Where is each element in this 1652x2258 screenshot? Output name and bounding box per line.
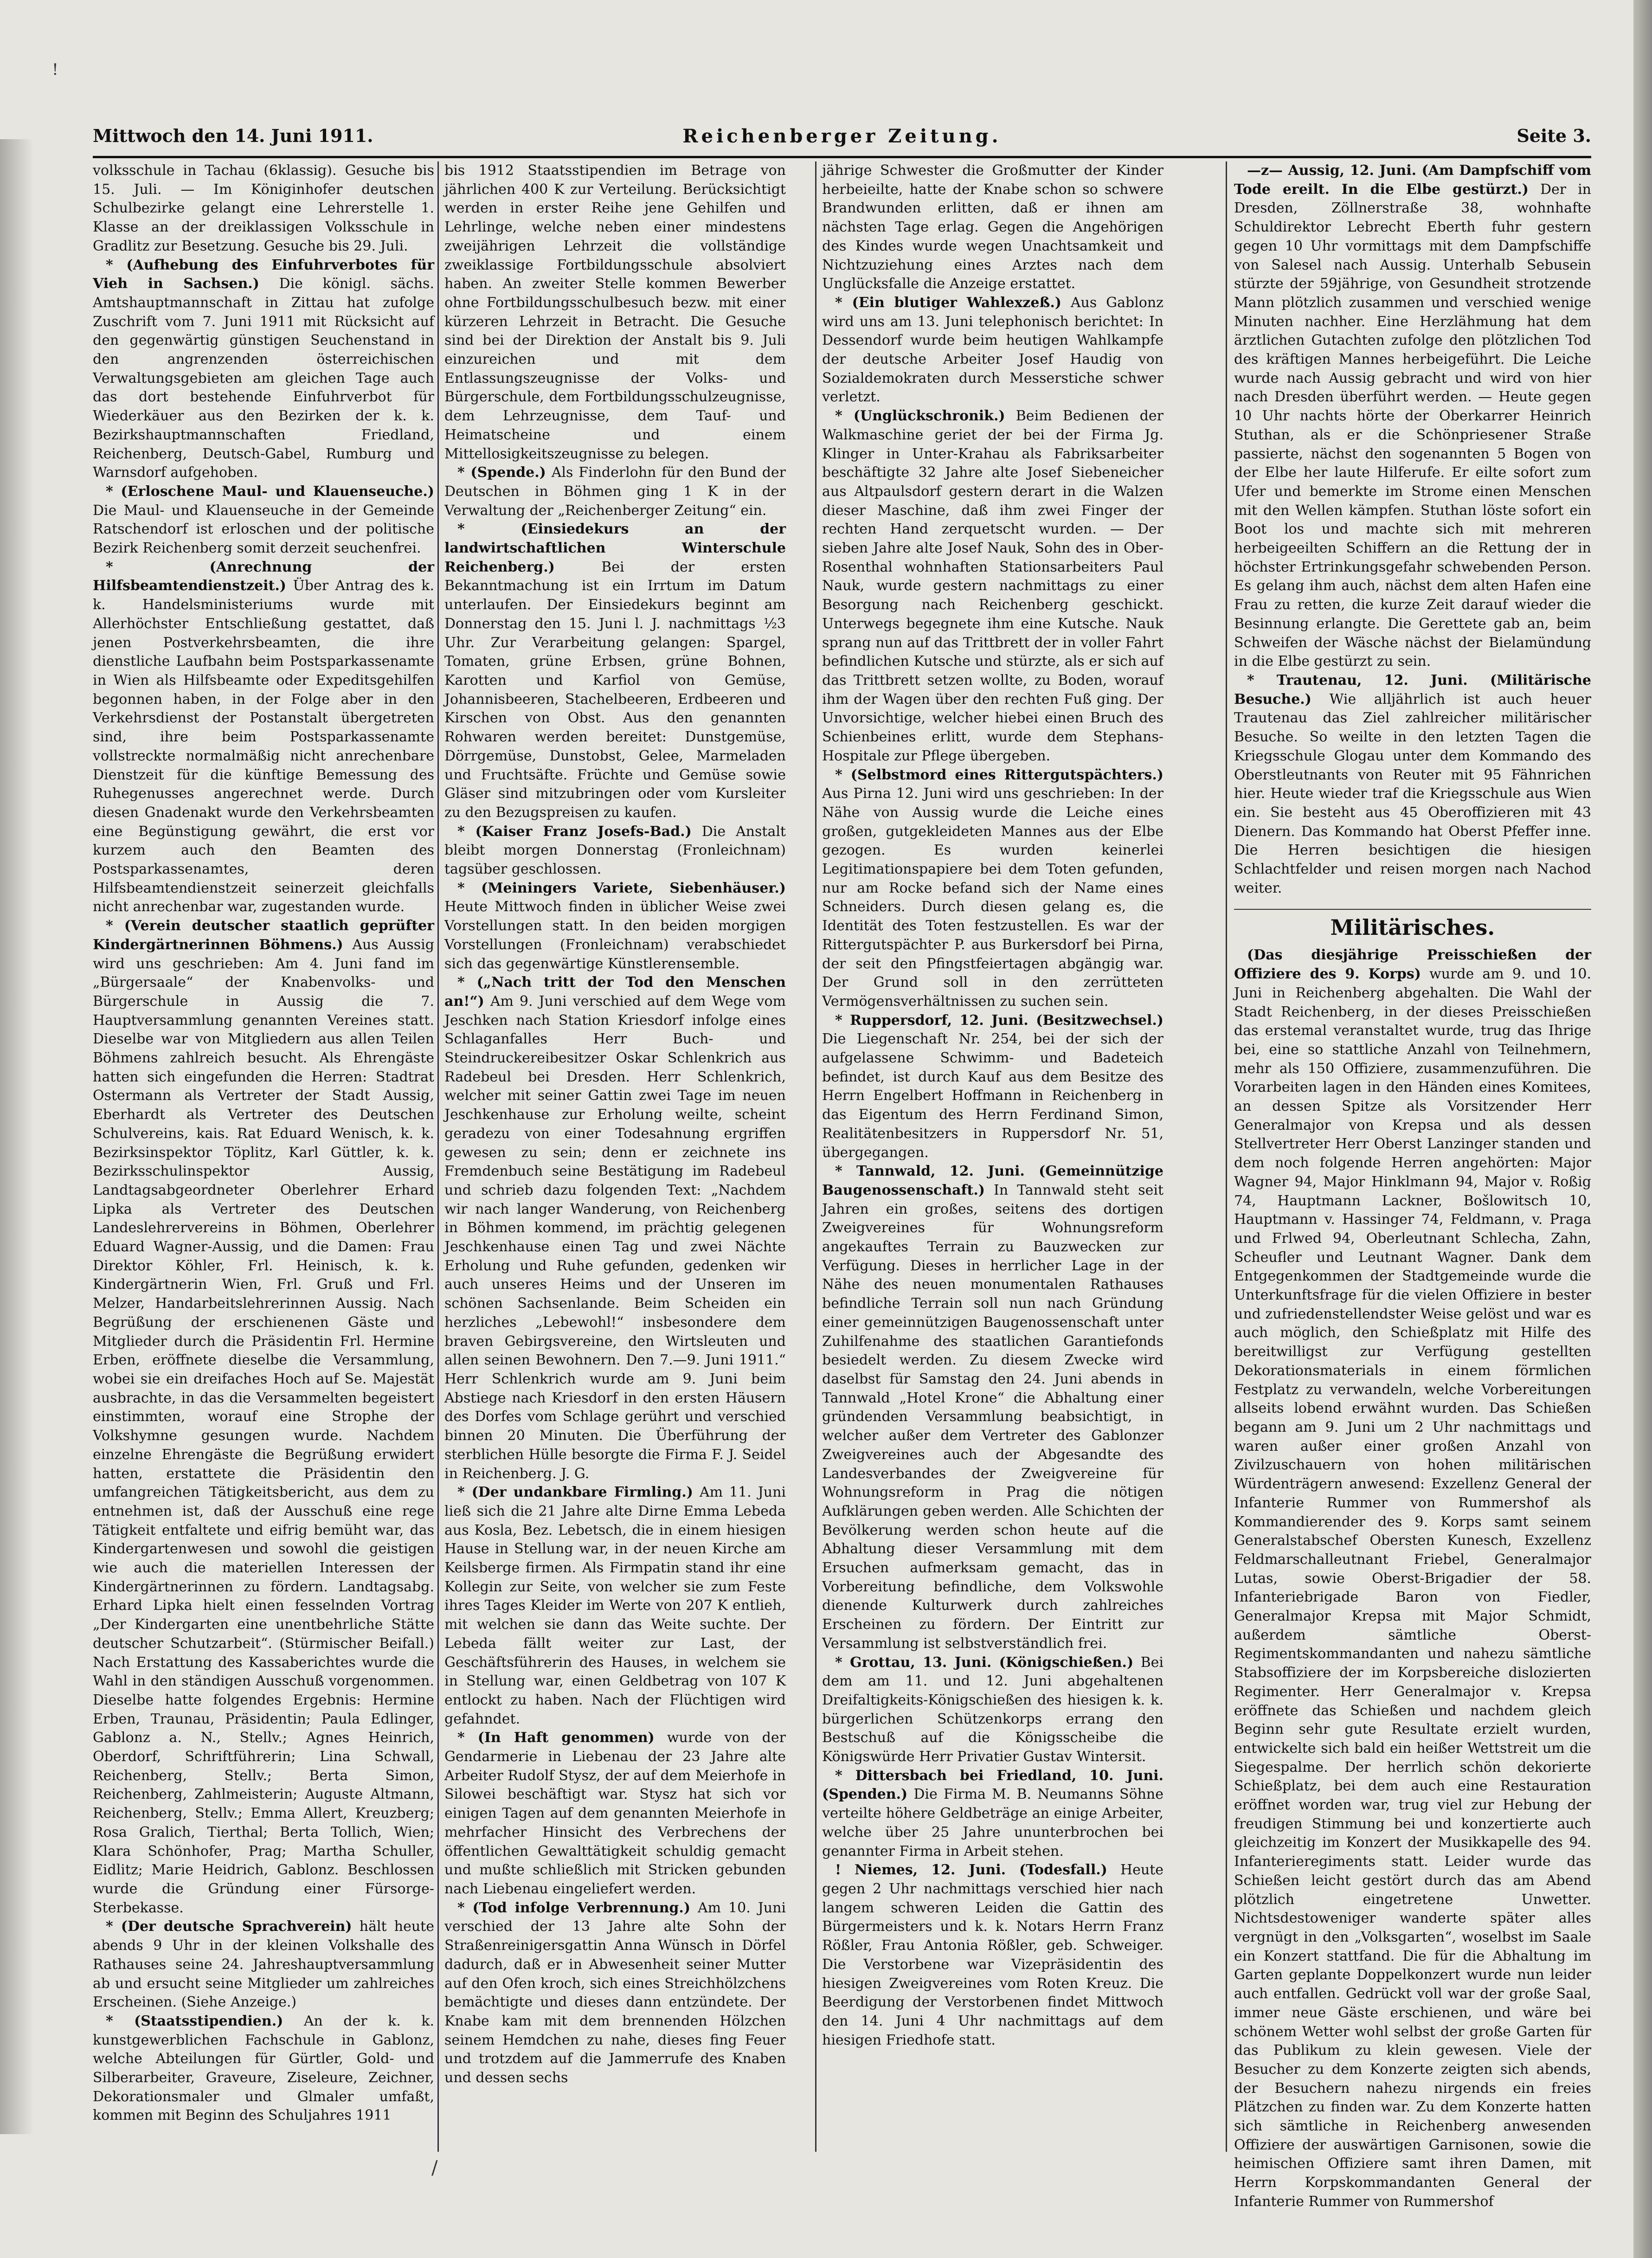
article-paragraph — [93, 917, 434, 1917]
article-heading: * („Nach tritt der Tod den Menschen an!“) — [444, 974, 786, 1010]
article-paragraph — [93, 161, 434, 256]
article-text: Die Firma M. B. Neumanns Söhne verteilte höhere Geldbeträge an einige Arbeiter, welche über 25 Jahre ununterbrochen bei genannter Firma in Arbeit stehen. — [822, 1786, 1163, 1859]
article-text: jährige Schwester die Großmutter der Kinder herbeieilte, hatte der Knabe schon so schwere Brandwunden erlitten, daß er ihnen am nächsten Tage erlag. Gegen die Angehörigen des Kindes wurde wegen Unachtsamkeit und Nichtzuziehung eines Arztes nach dem Unglücksfalle die Anzeige erstattet. — [822, 162, 1163, 292]
article-heading: * (Kaiser Franz Josefs-Bad.) — [457, 823, 692, 840]
article-heading: * (In Haft genommen) — [457, 1730, 655, 1746]
column-1 — [93, 161, 434, 2152]
article-text: Als Finderlohn für den Bund der Deutschen in Böhmen ging 1 K in der Verwaltung der „Reichenberger Zeitung“ ein. — [444, 464, 786, 519]
article-heading: (Das diesjährige Preisschießen der Offiziere des 9. Korps) — [1234, 947, 1591, 983]
article-text: Aus Aussig wird uns geschrieben: Am 4. Juni fand im „Bürgersaale“ der Knabenvolks- und Bürgerschule in Aussig die 7. Hauptversammlung genannten Vereines statt. Dieselbe war von Mitgliedern aus allen Teilen Böhmens zahlreich besucht. Als Ehrengäste hatten sich eingefunden die Herren: Stadtrat Ostermann als Vertreter der Stadt Aussig, Eberhardt als Vertreter des Deutschen Schulvereins, kais. Rat Eduard Wenisch, k. k. Bezirksinspektor Töplitz, Karl Güttler, k. k. Bezirksschulinspektor Aussig, Landtagsabgeordneter Oberlehrer Erhard Lipka als Vertreter des Deutschen Landeslehrervereins in Böhmen, Oberlehrer Eduard Wagner-Aussig, und die Damen: Frau Direktor Köhler, Frl. Heinisch, k. k. Kindergärtnerin Wien, Frl. Gruß und Frl. Melzer, Handarbeitslehrerinnen Aussig. Nach Begrüßung der erschienenen Gäste und Mitglieder durch die Präsidentin Frl. Hermine Erben, eröffnete dieselbe die Versammlung, wobei sie ein dreifaches Hoch auf Se. Majestät ausbrachte, in das die Versammelten begeistert einstimmten, worauf eine Strophe der Volkshymne gesungen wurde. Nachdem einzelne Ehrengäste die Begrüßung erwidert hatten, erstattete die Präsidentin den umfangreichen Tätigkeitsbericht, aus dem zu entnehmen ist, daß der Ausschuß eine rege Tätigkeit entfaltete und eifrig bemüht war, das Kindergartenwesen und sowohl die geistigen wie auch die materiellen Interessen der Kindergärtnerinnen zu fördern. Landtagsabg. Erhard Lipka hielt einen fesselnden Vortrag „Der Kindergarten eine unentbehrliche Stätte deutscher Schutzarbeit“. (Stürmischer Beifall.) Nach Erstattung des Kassaberichtes wurde die Wahl in den ständigen Ausschuß vorgenommen. Dieselbe hatte folgendes Ergebnis: Hermine Erben, Traunau, Präsidentin; Paula Edlinger, Gablonz a. N., Stellv.; Agnes Heinrich, Oberdorf, Schriftführerin; Lina Schwall, Reichenberg, Stellv.; Berta Simon, Reichenberg, Zahlmeisterin; Auguste Altmann, Reichenberg, Stellv.; Emma Allert, Kreuzberg; Rosa Gralich, Tierthal; Berta Tollich, Wien; Klara Schönhofer, Prag; Martha Schuller, Eidlitz; Marie Heidrich, Gablonz. Beschlossen wurde die Gründung einer Fürsorge-Sterbekasse. — [93, 936, 434, 1916]
article-heading: * (Einsiedekurs an der landwirtschaftlichen Winterschule Reichenberg.) — [444, 521, 786, 575]
page-header — [93, 125, 1591, 153]
article-heading: * (Der deutsche Sprachverein) — [106, 1918, 352, 1935]
article-heading: * (Ein blutiger Wahlexzeß.) — [835, 294, 1061, 311]
article-text: Die Anstalt bleibt morgen Donnerstag (Fronleichnam) tagsüber geschlossen. — [444, 823, 786, 878]
article-paragraph — [822, 1162, 1163, 1653]
article-heading: * (Tod infolge Verbrennung.) — [457, 1899, 691, 1916]
article-text: Heute gegen 2 Uhr nachmittags verschied hier nach langem schweren Leiden die Gattin des Bürgermeisters und k. k. Notars Herrn Franz Rößler, Frau Antonia Rößler, geb. Schweiger. Die Verstorbene war Vizepräsidentin des hiesigen Zweigvereines vom Roten Kreuz. Die Beerdigung der Verstorbenen findet Mittwoch den 14. Juni 4 Uhr nachmittags auf dem hiesigen Friedhofe statt. — [822, 1862, 1163, 2048]
column-2 — [444, 161, 786, 2152]
article-text: Bei der ersten Bekanntmachung ist ein Irrtum im Datum unterlaufen. Der Einsiedekurs beginnt am Donnerstag den 15. Juni l. J. nachmittags ½3 Uhr. Zur Verarbeitung gelangen: Spargel, Tomaten, grüne Erbsen, grüne Bohnen, Karotten und Karfiol von Gemüse, Johannisbeeren, Stachelbeeren, Erdbeeren und Kirschen von Obst. Aus den genannten Rohwaren werden bereitet: Dunstgemüse, Dörrgemüse, Dunstobst, Gelee, Marmeladen und Fruchtsäfte. Früchte und Gemüse sowie Gläser sind mitzubringen oder vom Kursleiter zu den Bezugspreisen zu kaufen. — [444, 559, 786, 821]
article-text: Die Maul- und Klauenseuche in der Gemeinde Ratschendorf ist erloschen und der politische Bezirk Reichenberg somit derzeit seuchenfrei. — [93, 502, 434, 557]
article-heading: * (Unglückschronik.) — [835, 408, 1005, 425]
page-edge — [1633, 0, 1652, 2258]
article-heading: * (Erloschene Maul- und Klauenseuche.) — [106, 483, 434, 500]
article-heading: * (Aufhebung des Einfuhrverbotes für Vieh in Sachsen.) — [93, 257, 434, 292]
article-paragraph — [444, 823, 786, 879]
column-rule — [815, 161, 816, 2152]
article-heading: —z— Aussig, 12. Juni. (Am Dampfschiff vom Tode ereilt. In die Elbe gestürzt.) — [1234, 162, 1591, 198]
article-paragraph — [822, 161, 1163, 294]
page-number: Seite 3. — [1517, 125, 1591, 146]
article-paragraph — [822, 1011, 1163, 1163]
article-paragraph — [822, 766, 1163, 1011]
article-text: hält heute abends 9 Uhr in der kleinen Volkshalle des Rathauses seine 24. Jahreshauptversammlung ab und ersucht seine Mitglieder um zahlreiches Erscheinen. (Siehe Anzeige.) — [93, 1918, 434, 2011]
margin-mark: ! — [52, 60, 58, 79]
header-rule — [93, 156, 1591, 158]
article-paragraph — [444, 973, 786, 1483]
article-text: Wie alljährlich ist auch heuer Trautenau das Ziel zahlreicher militärischer Besuche. So weilte in den letzten Tagen die Kriegsschule Glogau unter dem Kommando des Oberstleutnants von Reuter mit 95 Fähnrichen hier. Heute wieder traf die Kriegsschule aus Wien ein. Sie besteht aus 45 Oberoffizieren mit 43 Dienern. Das Kommando hat Oberst Pfeffer inne. Die Herren besichtigen die hiesigen Schlachtfelder und reisen morgen nach Nachod weiter. — [1234, 691, 1591, 896]
article-text: Die königl. sächs. Amtshauptmannschaft in Zittau hat zufolge Zuschrift vom 7. Juni 1911 mit Rücksicht auf den gegenwärtig günstigen Seuchenstand in den angrenzenden österreichischen Verwaltungsgebieten am gleichen Tage auch das dort bestehende Einfuhrverbot für Wiederkäuer aus den Bezirken der k. k. Bezirkshauptmannschaften Friedland, Reichenberg, Deutsch-Gabel, Rumburg und Warnsdorf aufgehoben. — [93, 276, 434, 481]
article-paragraph — [444, 520, 786, 822]
header-date: Mittwoch den 14. Juni 1911. — [93, 125, 373, 146]
article-text: bis 1912 Staatsstipendien im Betrage von jährlichen 400 K zur Verteilung. Berücksichtigt werden in erster Reihe jene Gehilfen und Lehrlinge, welche neben einer mindestens zweijährigen Lehrzeit die vollständige zweiklassige Fortbildungsschule absolviert haben. An zweiter Stelle kommen Bewerber ohne Fortbildungsschulbesuch bezw. mit einer kürzeren Lehrzeit in Betracht. Die Gesuche sind bei der Direktion der Anstalt bis 9. Juli einzureichen und mit dem Entlassungszeugnisse der Volks- und Bürgerschule, dem Fortbildungsschulzeugnisse, dem Lehrzeugnisse, dem Tauf- und Heimatscheine und einem Mittellosigkeitszeugnisse zu belegen. — [444, 162, 786, 462]
article-paragraph — [822, 294, 1163, 407]
bottom-mark: / — [431, 2157, 438, 2179]
article-heading: * (Der undankbare Firmling.) — [457, 1484, 693, 1501]
column-rule — [1226, 161, 1227, 2152]
section-rule — [1234, 909, 1591, 910]
article-heading: * Trautenau, 12. Juni. (Militärische Besuche.) — [1234, 672, 1591, 708]
article-heading: ! Niemes, 12. Juni. (Todesfall.) — [835, 1862, 1107, 1878]
article-heading: * Ruppersdorf, 12. Juni. (Besitzwechsel.) — [835, 1012, 1163, 1029]
article-heading: * (Staatsstipendien.) — [106, 2013, 283, 2029]
article-heading: * (Selbstmord eines Rittergutspächters.) — [835, 766, 1163, 783]
adjacent-page-bleed — [0, 139, 33, 2134]
article-text: Am 11. Juni ließ sich die 21 Jahre alte Dirne Emma Lebeda aus Kosla, Bez. Lebetsch, die in einem hiesigen Hause in Stellung war, in der neuen Kirche am Keilsberge firmen. Als Firmpatin stand ihr eine Kollegin zur Seite, von welcher sie zum Feste ihres Tages Kleider im Werte von 207 K entlieh, mit welchen sie dann das Weite suchte. Der Lebeda fällt weiter zur Last, der Geschäftsführerin des Hauses, in welchem sie in Stellung war, einen Geldbetrag von 107 K entlockt zu haben. Nach der Flüchtigen wird gefahndet. — [444, 1484, 786, 1727]
article-text: Die Liegenschaft Nr. 254, bei der sich der aufgelassene Schwimm- und Badeteich befindet, ist durch Kauf aus dem Besitze des Herrn Engelbert Hoffmann in Reichenberg in das Eigentum des Herrn Ferdinand Simon, Realitätenbesitzers in Ruppersdorf Nr. 51, übergegangen. — [822, 1031, 1163, 1161]
article-text: volksschule in Tachau (6klassig). Gesuche bis 15. Juli. — Im Königinhofer deutschen Schulbezirke gelangt eine Lehrerstelle 1. Klasse an der dreiklassigen Volksschule in Gradlitz zur Besetzung. Gesuche bis 29. Juli. — [93, 162, 434, 254]
article-paragraph — [93, 482, 434, 558]
article-paragraph — [93, 256, 434, 482]
article-paragraph — [93, 1917, 434, 2012]
article-text: Am 9. Juni verschied auf dem Wege vom Jeschken nach Station Kriesdorf infolge eines Schlaganfalles Herr Buch- und Steindruckereibesitzer Oskar Schlenkrich aus Radebeul bei Dresden. Herr Schlenkrich, welcher mit seiner Gattin zwei Tage im neuen Jeschkenhause zur Erholung weilte, scheint geradezu von einer Todesahnung ergriffen gewesen zu sein; denn er zeichnete ins Fremdenbuch seine Bestätigung im Radebeul und schrieb dazu folgenden Text: „Nachdem wir nach langer Wanderung, von Reichenberg in Böhmen kommend, im prächtig gelegenen Jeschkenhause einen Tag und zwei Nächte Erholung und Ruhe gefunden, gedenken wir auch unseres Heims und der Unseren im schönen Sachsenlande. Beim Scheiden ein herzliches „Lebewohl!“ insbesondere dem braven Gebirgsvereine, den Wirtsleuten und allen seinen Bewohnern. Den 7.—9. Juni 1911.“ Herr Schlenkrich wurde am 9. Juni beim Abstiege nach Kriesdorf in den ersten Häusern des Dorfes vom Schlage gerührt und verschied binnen 20 Minuten. Die Überführung der sterblichen Hülle besorgte die Firma F. J. Seidel in Reichenberg. J. G. — [444, 993, 786, 1482]
article-text: Bei dem am 11. und 12. Juni abgehaltenen Dreifaltigkeits-Königschießen des hiesigen k. k. bürgerlichen Schützenkorps errang den Bestschuß auf die Königsscheibe die Königswürde Herr Privatier Gustav Wintersit. — [822, 1654, 1163, 1765]
article-text: wurde von der Gendarmerie in Liebenau der 23 Jahre alte Arbeiter Rudolf Stysz, der auf dem Meierhofe in Silowei beschäftigt war. Stysz hat sich vor einigen Tagen auf dem genannten Meierhofe in mehrfacher Hinsicht des Verbrechens der öffentlichen Gewalttätigkeit schuldig gemacht und mußte schließlich mit Stricken gebunden nach Liebenau eingeliefert werden. — [444, 1730, 786, 1897]
article-paragraph — [444, 1729, 786, 1898]
article-text: Der in Dresden, Zöllnerstraße 38, wohnhafte Schuldirektor Lebrecht Eberth fuhr gestern gegen 10 Uhr vormittags mit dem Dampfschiffe von Salesel nach Aussig. Unterhalb Sebusein stürzte der 59jährige, von Gesundheit strotzende Mann plötzlich zusammen und verschied wenige Minuten nachher. Eine Herzlähmung hat dem ärztlichen Gutachten zufolge den plötzlichen Tod des kräftigen Mannes herbeigeführt. Die Leiche wurde nach Aussig gebracht und wird von hier nach Dresden überführt werden. — Heute gegen 10 Uhr nachts hörte der Oberkarrer Heinrich Stuthan, als er die Schönpriesener Straße passierte, nächst den sogenannten 5 Bogen von der Elbe her laute Hilferufe. Er eilte sofort zum Ufer und bemerkte im Strome einen Menschen mit den Wellen kämpfen. Stuthan löste sofort ein Boot los und machte sich mit mehreren herbeigeeilten Schiffern an die Rettung der in höchster Ertrinkungsgefahr schwebenden Person. Es gelang ihm auch, nächst dem alten Hafen eine Frau zu retten, die kurze Zeit darauf wieder die Besinnung erlangte. Die Gerettete gab an, beim Schweifen der Wäsche nächst der Bielamündung in die Elbe gestürzt zu sein. — [1234, 181, 1591, 670]
article-text: Über Antrag des k. k. Handelsministeriums wurde mit Allerhöchster Entschließung gestattet, daß jenen Postverkehrsbeamten, die ihre dienstliche Laufbahn beim Postsparkassenamte in Wien als Hilfsbeamte oder Expeditsgehilfen begonnen haben, in der Folge aber in den Verkehrsdienst der Postanstalt übergetreten sind, ihre beim Postsparkassenamte vollstreckte normalmäßig nicht anrechenbare Dienstzeit für die künftige Bemessung des Ruhegenusses angerechnet werde. Durch diesen Gnadenakt wurde den Verkehrsbeamten eine Begünstigung gewährt, die erst vor kurzem auch den Beamten des Postsparkassenamtes, deren Hilfsbeamtendienstzeit seinerzeit gleichfalls nicht anrechenbar war, zugestanden wurde. — [93, 578, 434, 915]
article-paragraph — [444, 161, 786, 463]
article-heading: * (Anrechnung der Hilfsbeamtendienstzeit.) — [93, 559, 434, 594]
article-paragraph — [822, 1767, 1163, 1861]
newspaper-title: Reichenberger Zeitung. — [682, 125, 1002, 147]
article-paragraph — [444, 879, 786, 974]
article-paragraph — [444, 463, 786, 520]
article-paragraph — [93, 2012, 434, 2125]
article-heading: * Dittersbach bei Friedland, 10. Juni. (Spenden.) — [822, 1767, 1163, 1803]
column-3 — [822, 161, 1163, 2152]
article-text: Aus Pirna 12. Juni wird uns geschrieben: In der Nähe von Aussig wurde die Leiche eines großen, gutgekleideten Mannes aus der Elbe gezogen. Es wurden keinerlei Legitimationspapiere bei dem Toten gefunden, nur am Rocke befand sich der Name eines Schneiders. Durch diesen gelang es, die Identität des Toten festzustellen. Es war der Rittergutspächter P. aus Burkersdorf bei Pirna, der seit den Pfingstfeiertagen abgängig war. Der Grund soll in den zerrütteten Vermögensverhältnissen zu suchen sein. — [822, 785, 1163, 1010]
article-text: In Tannwald steht seit Jahren ein großes, seitens des dortigen Zweigvereines für Wohnungsreform angekauftes Terrain zu Bauzwecken zur Verfügung. Dieses in herrlicher Lage in der Nähe des neuen monumentalen Rathauses befindliche Terrain soll nun nach Gründung einer gemeinnützigen Baugenossenschaft unter Zuhilfenahme des staatlichen Garantiefonds besiedelt werden. Zu diesem Zwecke wird daselbst für Samstag den 24. Juni abends in Tannwald „Hotel Krone“ die Abhaltung einer gründenden Versammlung beabsichtigt, in welcher außer dem Vertreter des Gablonzer Zweigvereines auch der Abgesandte des Landesverbandes der Zweigvereine für Wohnungsreform in Prag die nötigen Aufklärungen geben werden. Alle Schichten der Bevölkerung werden schon heute auf die Abhaltung dieser Versammlung mit dem Ersuchen aufmerksam gemacht, das in Vorbereitung befindliche, dem Volkswohle dienende Kulturwerk durch zahlreiches Erscheinen zu fördern. Der Eintritt zur Versammlung ist selbstverständlich frei. — [822, 1182, 1164, 1652]
article-paragraph — [1234, 671, 1591, 898]
article-text: Am 10. Juni verschied der 13 Jahre alte Sohn der Straßenreinigersgattin Anna Wünsch in Dörfel dadurch, daß er in Abwesenheit seiner Mutter auf den Ofen kroch, sich eines Streichhölzchens bemächtigte und dieses dann entzündete. Der Knabe kam mit dem brennenden Hölzchen seinem Hemdchen zu nahe, dieses fing Feuer und trotzdem auf die Jammerrufe des Knaben und dessen sechs — [444, 1899, 786, 2086]
article-paragraph — [444, 1899, 786, 2088]
article-text: An der k. k. kunstgewerblichen Fachschule in Gablonz, welche Abteilungen für Gürtler, Gold- und Silberarbeiter, Graveure, Ziseleure, Zeichner, Dekorationsmaler und Glmaler umfaßt, kommen mit Beginn des Schuljahres 1911 — [93, 2013, 434, 2124]
article-heading: * Grottau, 13. Juni. (Königschießen.) — [835, 1654, 1134, 1671]
article-paragraph — [822, 1861, 1163, 2050]
article-paragraph — [1234, 161, 1591, 671]
section-heading-military: Militärisches. — [1330, 915, 1495, 940]
article-heading: * Tannwald, 12. Juni. (Gemeinnützige Baugenossenschaft.) — [822, 1163, 1163, 1198]
article-paragraph — [822, 1653, 1163, 1767]
column-4 — [1234, 161, 1591, 2210]
article-heading: * (Spende.) — [457, 464, 546, 481]
column-rule — [437, 161, 439, 2152]
article-paragraph — [822, 407, 1163, 766]
article-paragraph — [1234, 946, 1591, 2211]
article-text: wurde am 9. und 10. Juni in Reichenberg abgehalten. Die Wahl der Stadt Reichenberg, in der dieses Preisschießen das erstemal veranstaltet wurde, trug das Ihrige bei, eine so stattliche Anzahl von Teilnehmern, mehr als 150 Offiziere, zusammenzuführen. Die Vorarbeiten lagen in den Händen eines Komitees, an dessen Spitze als Vorsitzender Herr Generalmajor von Krepsa und als dessen Stellvertreter Herr Oberst Lanzinger standen und dem noch folgende Herren angehörten: Major Wagner 94, Major Hinklmann 94, Major v. Roßig 74, Hauptmann Lackner, Bošlowitsch 10, Hauptmann v. Hassinger 74, Feldmann, v. Praga und Frlwed 94, Oberleutnant Schlecha, Zahn, Scheufler und Leutnant Wagner. Dank dem Entgegenkommen der Stadtgemeinde wurde die Unterkunftsfrage für die vielen Offiziere in bester und zufriedenstellendster Weise gelöst und war es auch möglich, den Schießplatz mit Hilfe des bereitwilligst zur Verfügung gestellten Dekorationsmaterials in einem förmlichen Festplatz zu verwandeln, welche Vorbereitungen allseits lobend erwähnt wurden. Das Schießen begann am 9. Juni um 2 Uhr nachmittags und waren außer einer großen Anzahl von Zivilzuschauern von hohen militärischen Würdenträgern anwesend: Exzellenz General der Infanterie Rummer von Rummershof als Kommandierender des 9. Korps samt seinem Generalstabschef Obersten Kunesch, Exzellenz Feldmarschalleutnant Friebel, Generalmajor Lutas, sowie Oberst-Brigadier der 58. Infanteriebrigade Baron von Fiedler, Generalmajor Krepsa mit Major Schmidt, außerdem sämtliche Oberst-Regimentskommandanten und nahezu sämtliche Stabsoffiziere der im Korpsbereiche dislozierten Regimenter. Herr Generalmajor v. Krepsa eröffnete das Schießen und nachdem gleich Beginn sehr gute Resultate erzielt wurden, entwickelte sich bald ein heißer Wettstreit um die Siegespalme. Der herrlich schön dekorierte Schießplatz, bei dem auch eine Restauration eröffnet worden war, trug viel zur Hebung der freudigen Stimmung bei und konzertierte auch gleichzeitig im Konzert der Musikkapelle des 94. Infanterieregiments statt. Leider wurde das Schießen leicht gestört durch das am Abend plötzlich eingetretene Unwetter. Nichtsdestoweniger wanderte später alles vergnügt in den „Volksgarten“, woselbst im Saale ein Konzert stattfand. Die für die Abhaltung im Garten geplante Doppelkonzert wurde nun leider auch entfallen. Gedrückt voll war der große Saal, immer neue Gäste erschienen, und wäre bei schönem Wetter wohl selbst der große Garten für das Publikum zu klein gewesen. Viele der Besucher zu dem Konzerte zeigten sich abends, der Besuchern nahezu nirgends ein freies Plätzchen zu finden war. Zu dem Konzerte hatten sich sämtliche in Reichenberg anwesenden Offiziere der auswärtigen Garnisonen, sowie die heimischen Offiziere samt ihren Damen, mit Herrn Korpskommandanten General der Infanterie Rummer von Rummershof — [1234, 966, 1591, 2210]
article-paragraph — [444, 1483, 786, 1729]
article-text: Aus Gablonz wird uns am 13. Juni telephonisch berichtet: In Dessendorf wurde beim heutigen Wahlkampfe der deutsche Arbeiter Josef Haudig von Sozialdemokraten durch Messerstiche schwer verletzt. — [822, 294, 1163, 405]
article-text: Beim Bedienen der Walkmaschine geriet der bei der Firma Jg. Klinger in Unter-Krahau als Fabriksarbeiter beschäftigte 32 Jahre alte Josef Siebeneicher aus Altpaulsdorf gestern derart in die Walzen dieser Maschine, daß ihm zwei Finger der rechten Hand zerquetscht wurden. — Der sieben Jahre alte Josef Nauk, Sohn des in Ober-Rosenthal wohnhaften Stationsarbeiters Paul Nauk, wurde gestern nachmittags zu einer Besorgung nach Reichenberg geschickt. Unterwegs begegnete ihm eine Kutsche. Nauk sprang nun auf das Trittbrett der in voller Fahrt befindlichen Kutsche und stürzte, als er sich auf das Trittbrett setzen wollte, zu Boden, worauf ihm der Wagen über den rechten Fuß ging. Der Unvorsichtige, welcher hiebei einen Bruch des Schienbeines erlitt, wurde dem Stephans-Hospitale zur Pflege übergeben. — [822, 408, 1163, 764]
article-heading: * (Verein deutscher staatlich geprüfter Kindergärtnerinnen Böhmens.) — [93, 918, 434, 953]
article-heading: * (Meiningers Variete, Siebenhäuser.) — [457, 880, 786, 896]
article-paragraph — [93, 558, 434, 917]
article-text: Heute Mittwoch finden in üblicher Weise zwei Vorstellungen statt. In den beiden morgigen Vorstellungen (Fronleichnam) verabschiedet sich das gegenwärtige Künstlerensemble. — [444, 899, 786, 972]
